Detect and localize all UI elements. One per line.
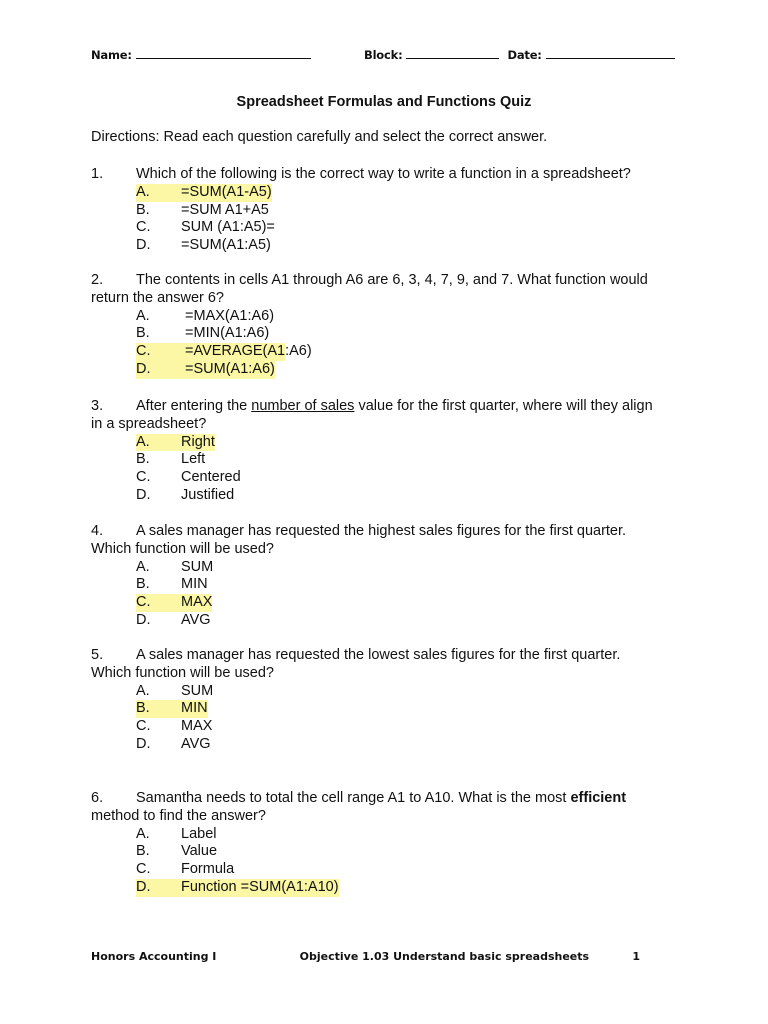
option-b[interactable] (136, 843, 681, 861)
question-text-continued: Which function will be used? (91, 664, 274, 681)
option-b[interactable] (136, 576, 681, 594)
option-text: MIN (181, 576, 208, 593)
name-blank[interactable] (136, 47, 311, 59)
option-text: SUM (A1:A5)= (181, 219, 275, 236)
option-letter: C. (136, 343, 151, 360)
options-list (136, 683, 681, 754)
option-text: Right (181, 433, 215, 450)
name-field[interactable] (91, 47, 311, 62)
option-letter: D. (136, 611, 151, 628)
question-1 (91, 166, 681, 255)
question-text-part: value for the first quarter, where will they align (354, 398, 653, 414)
option-letter: D. (136, 735, 151, 752)
underlined-term: number of sales (251, 398, 355, 414)
option-letter: C. (136, 219, 151, 236)
question-text: Which of the following is the correct way to write a function in a spreadsheet? (136, 166, 631, 182)
option-a[interactable] (136, 434, 681, 452)
question-number: 4. (91, 523, 104, 539)
option-a[interactable] (136, 559, 681, 577)
option-letter: B. (136, 576, 150, 593)
question-text: A sales manager has requested the highest sales figures for the first quarter. (136, 523, 627, 539)
option-text: =SUM(A1-A5) (181, 183, 272, 200)
option-letter: B. (136, 451, 150, 468)
question-number: 1. (91, 166, 104, 182)
name-label: Name: (91, 48, 132, 62)
option-b[interactable] (136, 451, 681, 469)
option-a[interactable] (136, 308, 681, 326)
option-letter: A. (136, 433, 150, 450)
option-text: Value (181, 843, 218, 860)
option-c[interactable] (136, 343, 681, 361)
question-6 (91, 790, 681, 897)
option-text: =SUM(A1:A6) (181, 360, 275, 377)
option-text: MAX (181, 594, 213, 611)
question-3 (91, 398, 681, 505)
option-b[interactable] (136, 202, 681, 220)
option-c[interactable] (136, 469, 681, 487)
option-letter: A. (136, 183, 150, 200)
option-letter: A. (136, 558, 150, 575)
options-list (136, 434, 681, 505)
option-letter: A. (136, 682, 150, 699)
option-text: AVG (181, 735, 211, 752)
footer-objective: Objective 1.03 Understand basic spreadsheets (299, 950, 590, 963)
date-label: Date: (507, 48, 542, 62)
option-text: SUM (181, 558, 214, 575)
question-number: 3. (91, 398, 104, 414)
question-text: The contents in cells A1 through A6 are 6, 3, 4, 7, 9, and 7. What function would (136, 272, 648, 288)
question-text-part: Samantha needs to total the cell range A1 to A10. What is the most (136, 790, 571, 806)
option-text: SUM (181, 682, 214, 699)
options-list (136, 184, 681, 255)
question-number: 6. (91, 790, 104, 806)
option-letter: B. (136, 700, 150, 717)
question-text (136, 790, 681, 808)
option-d[interactable] (136, 736, 681, 754)
option-letter: B. (136, 843, 150, 860)
option-letter: C. (136, 469, 151, 486)
option-letter: A. (136, 307, 150, 324)
question-text: A sales manager has requested the lowest sales figures for the first quarter. (136, 647, 621, 663)
option-a[interactable] (136, 826, 681, 844)
option-text: Label (181, 825, 217, 842)
option-d[interactable] (136, 487, 681, 505)
question-text-part: After entering the (136, 398, 252, 414)
question-number: 5. (91, 647, 104, 663)
option-a[interactable] (136, 683, 681, 701)
question-4 (91, 523, 681, 630)
option-text: Justified (181, 486, 235, 503)
option-text: =MIN(A1:A6) (181, 325, 270, 342)
option-letter: B. (136, 201, 150, 218)
option-c[interactable] (136, 718, 681, 736)
option-text: AVG (181, 611, 211, 628)
page-footer (91, 950, 640, 963)
option-text: MIN (181, 700, 208, 717)
date-blank[interactable] (546, 47, 675, 59)
option-text: Left (181, 451, 206, 468)
option-d[interactable] (136, 361, 681, 379)
option-text: Centered (181, 469, 241, 486)
option-letter: B. (136, 325, 150, 342)
option-c[interactable] (136, 861, 681, 879)
option-c[interactable] (136, 594, 681, 612)
page-title: Spreadsheet Formulas and Functions Quiz (236, 94, 532, 110)
option-letter: D. (136, 878, 151, 895)
block-field[interactable] (364, 47, 499, 62)
question-text-continued: Which function will be used? (91, 540, 274, 557)
option-letter: D. (136, 486, 151, 503)
option-a[interactable] (136, 184, 681, 202)
option-letter: C. (136, 718, 151, 735)
page-number: 1 (632, 950, 640, 963)
option-d[interactable] (136, 612, 681, 630)
question-text-continued: return the answer 6? (91, 289, 224, 306)
option-c[interactable] (136, 219, 681, 237)
options-list (136, 826, 681, 897)
directions: Directions: Read each question carefully and select the correct answer. (91, 129, 548, 145)
option-text: =SUM A1+A5 (181, 201, 269, 218)
question-text (136, 398, 681, 416)
student-info-line (91, 47, 678, 62)
footer-course: Honors Accounting I (91, 950, 217, 963)
option-text: =AVERAGE(A1 (181, 343, 286, 360)
date-field[interactable] (507, 47, 674, 62)
bold-term: efficient (570, 790, 627, 806)
block-blank[interactable] (406, 47, 499, 59)
question-5 (91, 647, 681, 754)
option-text: =SUM(A1:A5) (181, 237, 271, 254)
option-text: Formula (181, 861, 235, 878)
option-text: =MAX(A1:A6) (181, 307, 275, 324)
option-b[interactable] (136, 700, 681, 718)
option-b[interactable] (136, 325, 681, 343)
option-letter: D. (136, 237, 151, 254)
options-list (136, 559, 681, 630)
block-label: Block: (364, 48, 403, 62)
question-2 (91, 272, 681, 379)
question-text-continued: in a spreadsheet? (91, 415, 207, 432)
options-list (136, 308, 681, 379)
question-number: 2. (91, 272, 104, 288)
option-text-rest: :A6) (285, 343, 312, 360)
option-letter: C. (136, 861, 151, 878)
option-text: MAX (181, 718, 213, 735)
option-d[interactable] (136, 237, 681, 255)
option-letter: C. (136, 594, 151, 611)
option-d[interactable] (136, 879, 681, 897)
question-text-continued: method to find the answer? (91, 807, 266, 824)
option-text: Function =SUM(A1:A10) (181, 878, 339, 895)
option-letter: D. (136, 360, 151, 377)
option-letter: A. (136, 825, 150, 842)
